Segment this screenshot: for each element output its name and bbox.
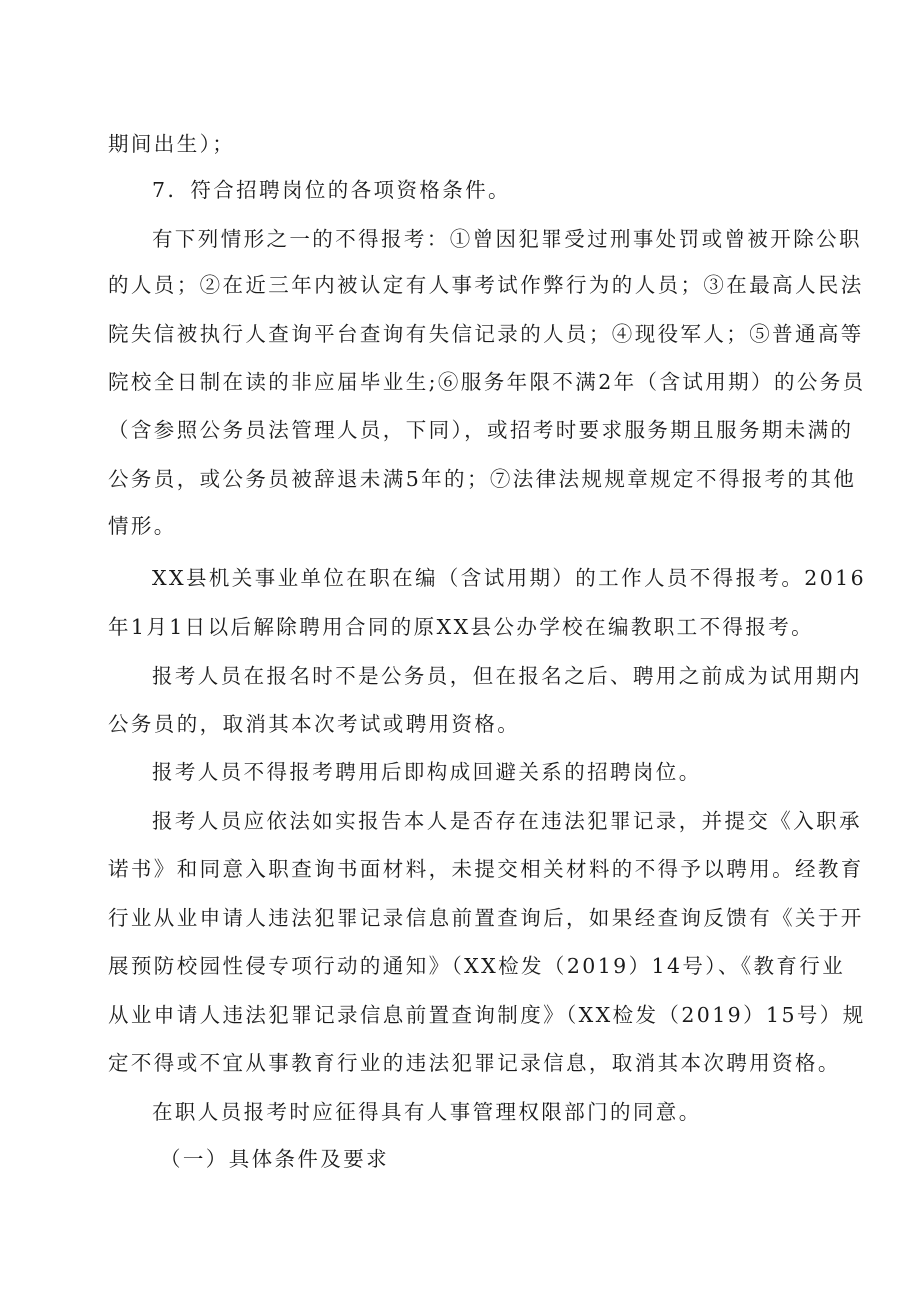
paragraph-start: 报考人员应依法如实报告本人是否存在违法犯罪记录，并提交《入职承 [152, 809, 862, 833]
text-line: 展预防校园性侵专项行动的通知》（XX检发（2019）14号）、《教育行业 [108, 954, 846, 978]
text-line: 诺书》和同意入职查询书面材料，未提交相关材料的不得予以聘用。经教育 [108, 857, 864, 881]
section-heading: （一）具体条件及要求 [160, 1147, 389, 1171]
text-line: （含参照公务员法管理人员，下同），或招考时要求服务期且服务期未满的 [108, 418, 854, 442]
paragraph-start: 有下列情形之一的不得报考：①曾因犯罪受过刑事处罚或曾被开除公职 [152, 227, 862, 251]
text-line: 院失信被执行人查询平台查询有失信记录的人员；④现役军人；⑤普通高等 [108, 322, 864, 346]
paragraph-start: 报考人员在报名时不是公务员，但在报名之后、聘用之前成为试用期内 [152, 664, 862, 688]
text-line: 期间出生）； [108, 132, 236, 156]
paragraph-start: XX县机关事业单位在职在编（含试用期）的工作人员不得报考。2016 [152, 566, 867, 590]
text-line: 年1月1日以后解除聘用合同的原XX县公办学校在编教职工不得报考。 [108, 615, 815, 639]
text-line: 公务员，或公务员被辞退未满5年的；⑦法律法规规章规定不得报考的其他 [108, 467, 857, 491]
text-line: 情形。 [108, 514, 177, 538]
text-line: 的人员；②在近三年内被认定有人事考试作弊行为的人员；③在最高人民法 [108, 273, 864, 297]
text-line: 公务员的，取消其本次考试或聘用资格。 [108, 712, 521, 736]
text-line: 院校全日制在读的非应届毕业生;⑥服务年限不满2年（含试用期）的公务员 [108, 370, 866, 394]
list-item-7: 7．符合招聘岗位的各项资格条件。 [152, 178, 511, 202]
text-line: 从业申请人违法犯罪记录信息前置查询制度》（XX检发（2019）15号）规 [108, 1003, 866, 1027]
text-line: 定不得或不宜从事教育行业的违法犯罪记录信息，取消其本次聘用资格。 [108, 1051, 841, 1075]
text-line: 行业从业申请人违法犯罪记录信息前置查询后，如果经查询反馈有《关于开 [108, 906, 864, 930]
paragraph-start: 在职人员报考时应征得具有人事管理权限部门的同意。 [152, 1100, 702, 1124]
paragraph-start: 报考人员不得报考聘用后即构成回避关系的招聘岗位。 [152, 760, 702, 784]
